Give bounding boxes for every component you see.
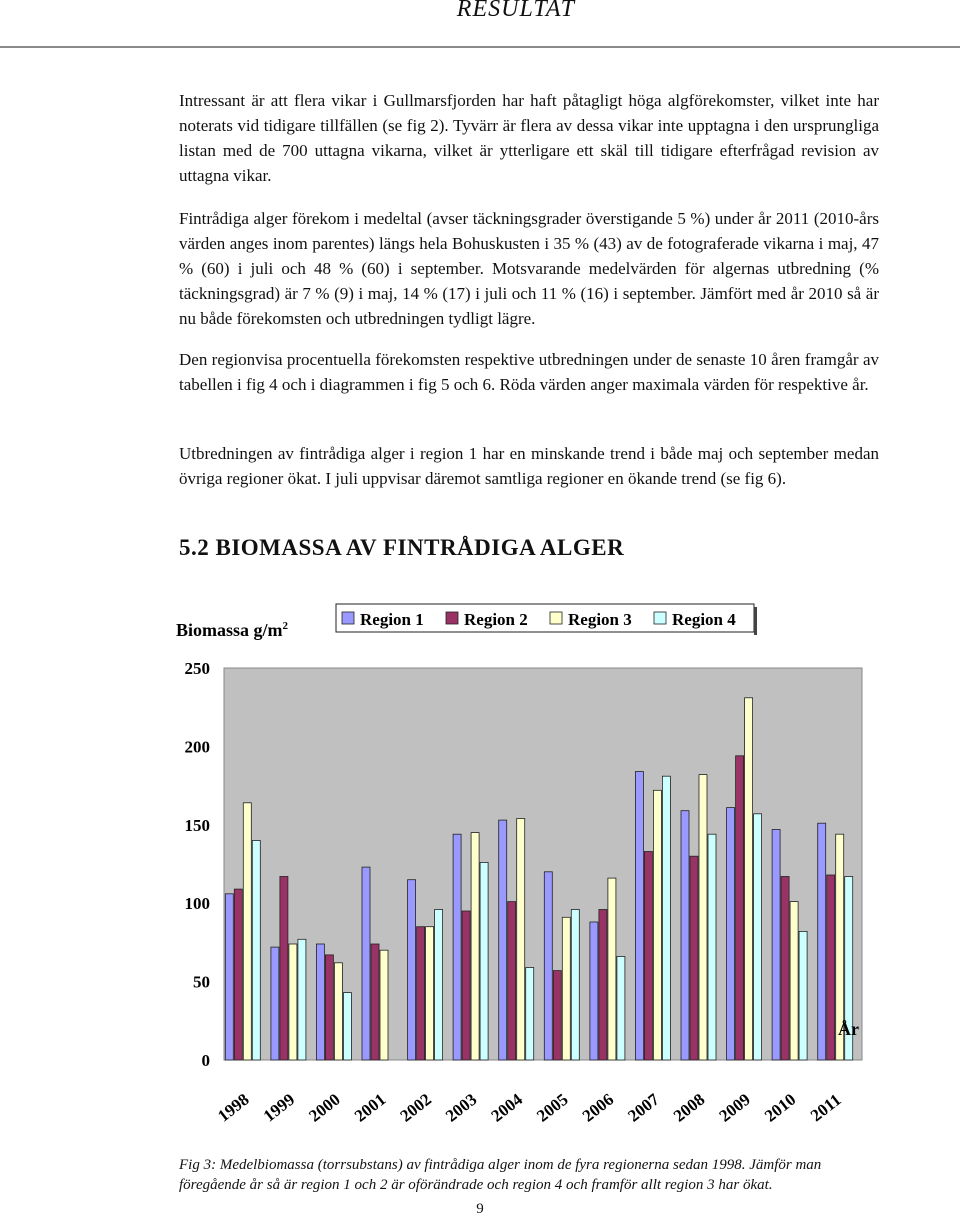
- bar-region-1-2001: [362, 867, 370, 1060]
- bar-region-4-2008: [708, 834, 716, 1060]
- bar-region-4-2005: [571, 910, 579, 1061]
- bar-region-2-2005: [553, 971, 561, 1060]
- x-tick-label-2008: 2008: [669, 1089, 709, 1126]
- bar-region-2-1998: [234, 889, 242, 1060]
- legend-label-region-3: Region 3: [568, 610, 632, 629]
- bar-region-2-2004: [508, 902, 516, 1060]
- y-axis-ticks: [185, 659, 211, 1070]
- page-header: [0, 0, 960, 48]
- x-tick-label-2002: 2002: [396, 1089, 435, 1126]
- bar-region-1-2010: [772, 830, 780, 1061]
- section-title: 5.2 BIOMASSA AV FINTRÅDIGA ALGER: [179, 535, 625, 560]
- bar-region-1-2005: [544, 872, 552, 1060]
- y-axis-label: [176, 620, 289, 640]
- header-title: RESULTAT: [456, 0, 575, 22]
- bar-region-2-2006: [599, 910, 607, 1061]
- x-tick-label-2001: 2001: [350, 1089, 390, 1126]
- bar-region-2-2009: [736, 756, 744, 1060]
- legend-label-region-4: Region 4: [672, 610, 736, 629]
- bar-region-2-2011: [827, 875, 835, 1060]
- y-tick-label-150: 150: [184, 815, 210, 835]
- bar-region-4-2009: [754, 814, 762, 1060]
- y-axis-label-superscript: 2: [282, 620, 289, 632]
- x-tick-label-1999: 1999: [259, 1089, 299, 1126]
- y-tick-label-250: 250: [184, 659, 210, 678]
- legend-label-region-1: Region 1: [360, 610, 424, 629]
- bar-region-2-2010: [781, 877, 789, 1061]
- header-rule: [0, 46, 960, 48]
- x-tick-label-2006: 2006: [578, 1089, 618, 1126]
- bar-region-3-2005: [562, 917, 570, 1060]
- biomass-chart-svg: [170, 598, 870, 1158]
- x-tick-label-2000: 2000: [305, 1089, 344, 1126]
- bar-region-3-1998: [243, 803, 251, 1060]
- x-tick-label-2009: 2009: [715, 1089, 754, 1126]
- bar-region-1-2004: [499, 820, 507, 1060]
- bar-region-3-2008: [699, 775, 707, 1060]
- bar-region-4-2004: [526, 968, 534, 1061]
- bar-region-3-2006: [608, 878, 616, 1060]
- bar-region-1-2003: [453, 834, 461, 1060]
- bar-region-3-2010: [790, 902, 798, 1060]
- bar-region-1-2009: [727, 808, 735, 1060]
- x-tick-label-2005: 2005: [533, 1089, 572, 1126]
- x-tick-label-2003: 2003: [441, 1089, 481, 1126]
- bar-region-1-2000: [316, 944, 324, 1060]
- paragraph-3: Den regionvisa procentuella förekomsten respektive utbredningen under de senaste 10 åren framgår av tabellen i fig 4 och i diagrammen i fig 5 och 6. Röda värden anger maximala värden för respektive år.: [179, 350, 879, 394]
- legend-swatch-region-3: [550, 612, 562, 624]
- bar-region-2-2002: [417, 927, 425, 1060]
- bar-region-4-2010: [799, 931, 807, 1060]
- bar-region-3-2007: [653, 790, 661, 1060]
- legend-swatch-region-1: [342, 612, 354, 624]
- x-tick-label-2007: 2007: [624, 1089, 663, 1126]
- bar-region-1-1998: [225, 894, 233, 1060]
- bar-region-4-1998: [252, 841, 260, 1061]
- bar-region-2-2001: [371, 944, 379, 1060]
- chart-legend: [336, 604, 757, 635]
- plot-area: [224, 668, 862, 1060]
- x-tick-label-2010: 2010: [760, 1089, 800, 1126]
- bar-region-2-2003: [462, 911, 470, 1060]
- figure-caption: Fig 3: Medelbiomassa (torrsubstans) av fintrådiga alger inom de fyra regionerna sedan 1998. Jämför man föregående år så är region 1 och 2 är oförändrade och region 4 och framför allt region 3 har ökat.: [179, 1157, 822, 1193]
- y-axis-label-text: Biomassa g/m: [176, 620, 283, 640]
- paragraph-2: Fintrådiga alger förekom i medeltal (avser täckningsgrader överstigande 5 %) under år 2011 (2010-års värden anges inom parentes) längs hela Bohuskusten i 35 % (43) av de fotograferade vikarna i maj, 47 % (60) i juli och 48 % (60) i september. Motsvarande medelvärden för algernas utbredning (% täckningsgrad) är 7 % (9) i maj, 14 % (17) i juli och 11 % (16) i september. Jämfört med år 2010 så är nu både förekomsten och utbredningen tydligt lägre.: [179, 209, 879, 328]
- paragraph-1: Intressant är att flera vikar i Gullmarsfjorden har haft påtagligt höga algförekomster, vilket inte har noterats vid tidigare tillfällen (se fig 2). Tyvärr är flera av dessa vikar inte upptagna i den ursprungliga listan med de 700 uttagna vikarna, vilket är ytterligare ett skäl till tidigare efterfrågad revision av uttagna vikar.: [179, 91, 879, 185]
- x-tick-label-2011: 2011: [806, 1090, 845, 1126]
- y-tick-label-100: 100: [184, 894, 210, 914]
- x-axis-ticks: [214, 1089, 845, 1125]
- bar-region-3-2009: [745, 698, 753, 1060]
- bar-region-1-2007: [635, 772, 643, 1061]
- y-tick-label-50: 50: [193, 972, 210, 992]
- bar-region-3-2000: [334, 963, 342, 1060]
- bar-region-4-1999: [298, 939, 306, 1060]
- bar-region-1-2002: [408, 880, 416, 1060]
- bar-region-1-1999: [271, 947, 279, 1060]
- bar-region-1-2006: [590, 922, 598, 1060]
- bar-region-3-2001: [380, 950, 388, 1060]
- paragraph-4: Utbredningen av fintrådiga alger i region 1 har en minskande trend i både maj och september medan övriga regioner ökat. I juli uppvisar däremot samtliga regioner en ökande trend (se fig 6).: [179, 444, 879, 488]
- x-tick-label-1998: 1998: [214, 1089, 253, 1126]
- bar-region-2-2008: [690, 856, 698, 1060]
- legend-label-region-2: Region 2: [464, 610, 528, 629]
- bar-region-3-2002: [426, 927, 434, 1060]
- bar-region-1-2011: [818, 823, 826, 1060]
- bar-region-2-1999: [280, 877, 288, 1061]
- y-tick-label-200: 200: [184, 737, 210, 757]
- bar-region-4-2003: [480, 862, 488, 1060]
- bar-region-4-2000: [343, 993, 351, 1060]
- bar-region-1-2008: [681, 811, 689, 1060]
- legend-swatch-region-2: [446, 612, 458, 624]
- bar-region-3-2003: [471, 833, 479, 1060]
- y-tick-label-0: 0: [201, 1051, 210, 1070]
- biomass-chart: [170, 598, 870, 1158]
- x-axis-label: År: [838, 1019, 859, 1039]
- bar-region-2-2000: [325, 955, 333, 1060]
- bar-region-2-2007: [644, 852, 652, 1061]
- x-tick-label-2004: 2004: [487, 1089, 527, 1126]
- bar-region-3-2004: [517, 819, 525, 1061]
- bar-region-4-2007: [662, 776, 670, 1060]
- page-number: 9: [476, 1201, 484, 1217]
- legend-swatch-region-4: [654, 612, 666, 624]
- bar-region-3-1999: [289, 944, 297, 1060]
- bar-region-4-2006: [617, 957, 625, 1061]
- bar-region-4-2002: [435, 910, 443, 1061]
- legend-shadow: [754, 607, 757, 635]
